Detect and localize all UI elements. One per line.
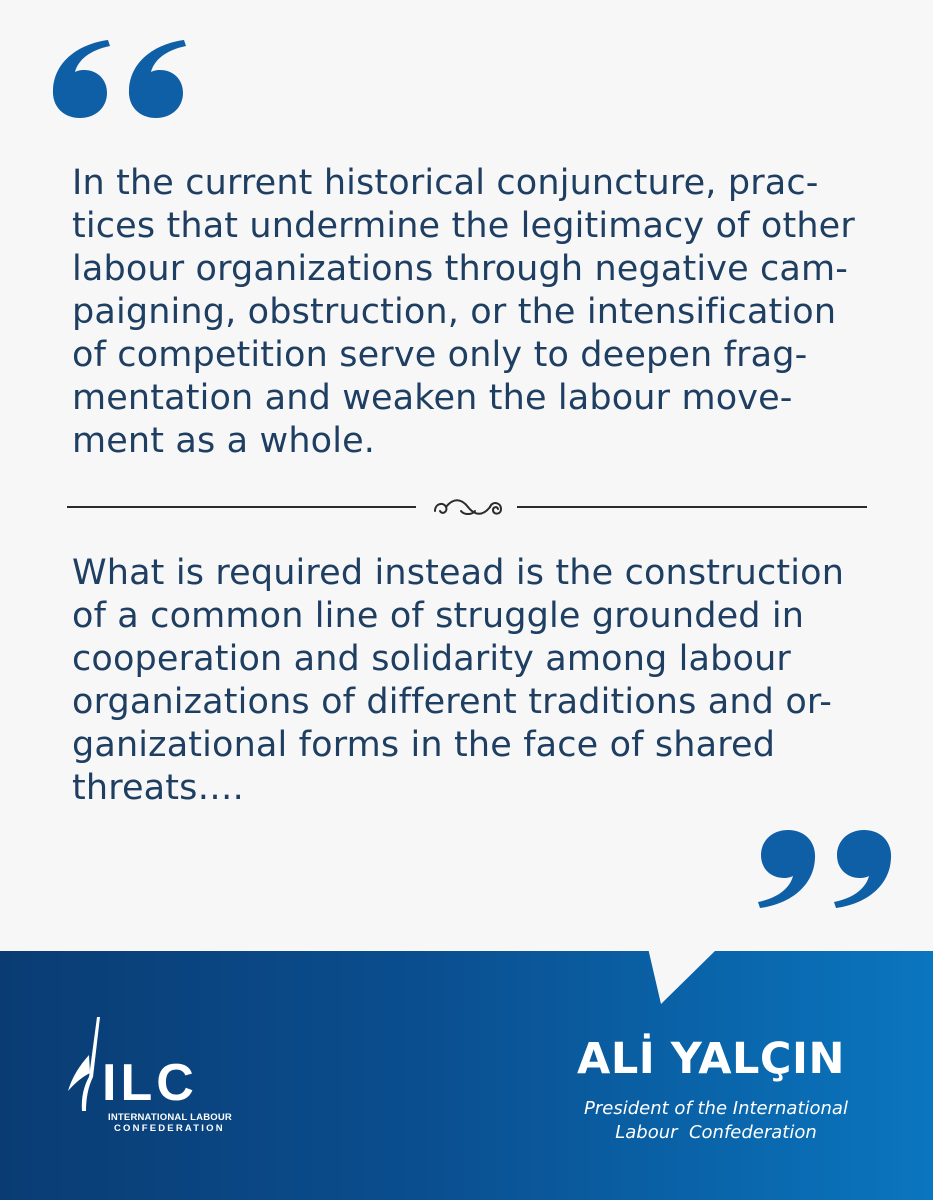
quote-paragraph-1 [72,162,872,463]
quote-line: labour organizations through negative cam- [72,249,849,289]
quote-line: ment as a whole. [72,421,376,461]
divider-rule-left [67,506,416,508]
quote-line: mentation and weaken the labour move- [72,378,793,418]
quote-line: In the current historical conjuncture, prac- [72,163,819,203]
quote-line: threats…. [72,768,244,808]
divider-rule-right [517,506,867,508]
ornamental-divider [67,487,867,527]
quote-paragraph-2 [72,552,872,810]
close-quote-icon [754,830,894,910]
quote-line: of competition serve only to deepen frag- [72,335,808,375]
quote-line: ganizational forms in the face of shared [72,725,776,765]
quote-line: organizations of different traditions and or- [72,682,832,722]
open-quote-icon [50,38,190,118]
quote-line: cooperation and solidarity among labour [72,639,791,679]
speaker-title-line: Labour Confederation [615,1122,817,1143]
speaker-title [540,1097,892,1145]
flourish-icon [431,494,505,520]
quote-line: paigning, obstruction, or the intensification [72,292,837,332]
quote-line: tices that undermine the legitimacy of other [72,206,855,246]
logo-letters: ILC [102,1054,198,1112]
logo-subtitle-line-1: INTERNATIONAL LABOUR [108,1112,232,1123]
speaker-title-line: President of the International [584,1098,848,1119]
quote-line: of a common line of struggle grounded in [72,596,805,636]
quote-line: What is required instead is the construction [72,553,845,593]
ilc-logo [66,1015,236,1135]
logo-subtitle-line-2: CONFEDERATION [114,1123,225,1134]
speech-bubble-tail [648,948,718,1008]
speaker-name: ALİ YALÇIN [577,1034,845,1084]
